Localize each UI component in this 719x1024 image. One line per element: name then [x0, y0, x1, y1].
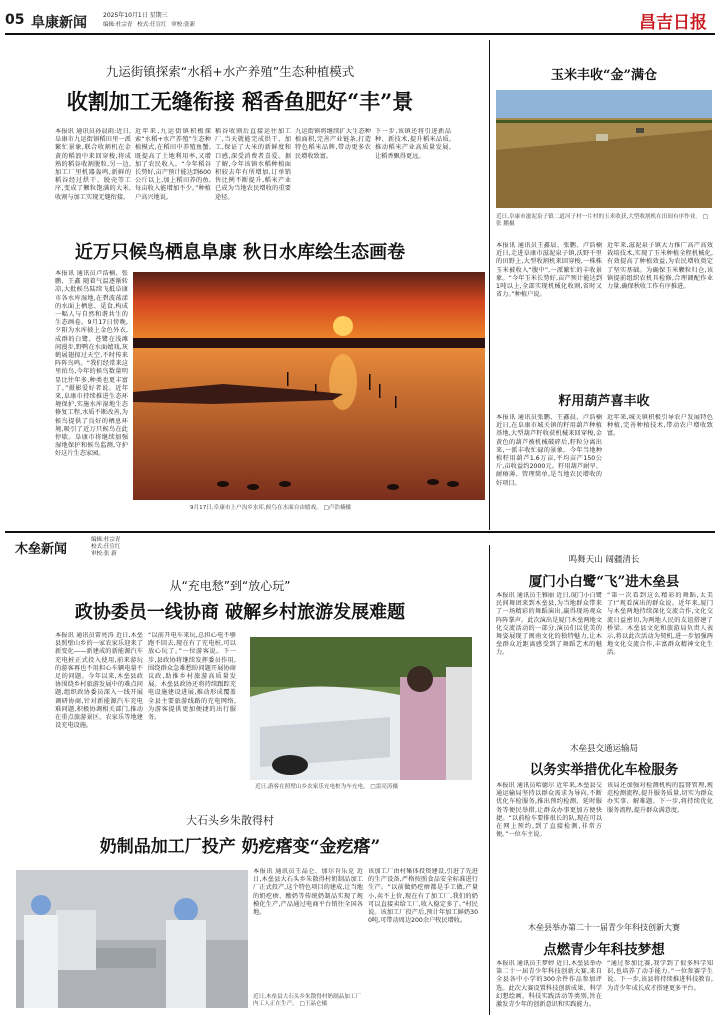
story3-para2: “今年玉米长势好,亩产预计能达到1吨以上,全部实现机械化收割,省时又省力。”种植户说。 — [496, 274, 602, 299]
m5-small-head: 木垒县举办第二十一届青少年科技创新大赛 — [528, 923, 680, 932]
story4-col2 — [607, 414, 713, 522]
m3-headline: 以务实举措优化车检服务 — [529, 762, 679, 778]
story1-col4 — [295, 128, 371, 232]
story2-caption: 9月17日,阜康市上户沟乡水库,候鸟在水面自由嬉戏。 □卢浩楠摄 — [190, 505, 352, 511]
col-divider — [489, 40, 490, 530]
dairy-factory-photo — [16, 870, 248, 1008]
m4-col2 — [368, 868, 478, 1008]
m1-para3: “以前开电车来玩,总担心电不够跑不回去,现在有了充电桩,可以放心玩了。”一位游客说。 — [148, 632, 236, 656]
story1-para6: 据了解,今年该镇水稻种植面积较去年有所增加,订单销售比例不断提升,稻米产业已成为当地农民增收的重要途径。 — [215, 152, 291, 201]
proof-credit: 校式:任宣红 — [137, 22, 167, 28]
m5-col2 — [607, 960, 713, 1018]
section-title: 阜康新闻 — [31, 15, 87, 31]
section2-editor: 编辑:杜宗青 — [91, 537, 121, 543]
story1-para1: 本报讯 通讯员孙晨雨:近日,阜康市九运街镇稻田里一派繁忙景象,联合收割机在金黄的稻浪中来回穿梭,将成熟的稻谷收割脱粒,另一边,加工厂里机器轰鸣,新鲜的稻谷经过烘干、脱壳等工序,变成了颗粒饱满的大米,收割与加工实现无缝衔接。 — [55, 128, 131, 201]
section2-top-rule — [5, 531, 715, 533]
review-credit: 审校:张新 — [171, 22, 196, 28]
section2-title: 木垒新闻 — [15, 542, 68, 557]
m5-para2: 此次大赛设置科技创新成果、科学幻想绘画、科技实践活动等类别,旨在激发青少年的创新意识和实践能力。 — [496, 984, 602, 1009]
story4-para3: 近年来,城关镇积极引导农户发展特色种植,完善种植技术,带动农户增收致富。 — [607, 414, 713, 438]
m4-para4: 该加工厂投产后,预计年加工鲜奶300吨,可带动周边200余户牧民增收。 — [368, 909, 478, 925]
m1-kicker: 从“充电愁”到“放心玩” — [169, 579, 291, 593]
page-header — [5, 6, 715, 32]
story4-para1: 本报讯 通讯员张鹏、王鑫晨、卢浩楠 近日,在阜康市城关镇的籽用葫芦种植基地,大型葫芦籽收获机械来回穿梭,金黄色的葫芦被机械破碎后,籽粒分离出来,一派丰收忙碌的景象。 — [496, 414, 602, 454]
story4-col1 — [496, 414, 602, 522]
m5-para3: “通过参加比赛,我学到了很多科学知识,也培养了动手能力。”一位参赛学生说。 — [607, 960, 713, 984]
m1-headline: 政协委员一线协商 破解乡村旅游发展难题 — [74, 602, 406, 623]
m4-headline: 奶制品加工厂投产 奶疙瘩变“金疙瘩” — [99, 837, 381, 857]
m1-para5: 木垒县政协还将持续跟踪充电设施建设进展,推动形成覆盖全县主要旅游线路的充电网络,为游客提供更加便捷的出行服务。 — [148, 681, 236, 722]
story2-para3: “我们经常来这里拍鸟,今年的候鸟数量明显比往年多,种类也更丰富了。”摄影爱好者说。 — [55, 360, 128, 392]
m1-caption: 近日,游客在照壁山乡农家乐充电桩为车充电。 □雷亮涛摄 — [255, 784, 399, 790]
story1-headline: 收割加工无缝衔接 稻香鱼肥好“丰”景 — [66, 89, 414, 114]
story3-para1: 本报讯 通讯员王鑫晨、张鹏、卢浩楠 近日,走进阜康市滋泥泉子镇,沃野千里的田野上,大型收割机来回穿梭,一株株玉米被收入“腹中”,一派繁忙的丰收景象。 — [496, 242, 602, 282]
m5-headline: 点燃青少年科技梦想 — [543, 942, 665, 958]
m2-headline: 厦门小白鹭“飞”进木垒县 — [528, 574, 680, 590]
m2-para1: 本报讯 通讯员王雅丽 近日,厦门小白鹭民间舞团来到木垒县,为当地群众带来了一场精彩的舞蹈演出,赢得现场观众阵阵掌声。 — [496, 592, 602, 624]
m1-para1: 本报讯 通讯员雷亮涛 近日,木垒县照壁山乡的一家农家乐迎来了新变化——新建成的新能源汽车充电桩正式投入使用,前来游玩的游客再也不用担心车辆电量不足的问题。 — [55, 632, 143, 681]
section2-review: 审校:张 新 — [91, 551, 117, 557]
story3-headline: 玉米丰收“金”满仓 — [551, 68, 657, 83]
m2-para4: 近年来,厦门与木垒两地持续深化交流合作,文化交流日益密切,为两地人民的友谊搭建了桥梁。 — [607, 600, 713, 632]
story1-para5: 九运街镇将继续扩大生态种植面积,完善产业链条,打造特色稻米品牌,带动更多农民增收致富。 — [295, 128, 371, 160]
m2-para3: “第一次看到这么精彩的舞蹈,太美了!”观看演出的群众说。 — [607, 592, 713, 608]
story1-para7: 下一步,该镇还将引进新品种、新技术,提升稻米品质,推动稻米产业高质量发展,让稻香飘得更远。 — [375, 128, 451, 160]
header-rule — [5, 33, 715, 35]
sunset-photo — [133, 272, 485, 500]
m1-col1 — [55, 632, 143, 780]
m2-col2 — [607, 592, 713, 722]
m3-para2: “以前检车要排很长的队,现在可以在网上预约,到了直接检测,非常方便。”一位车主说。 — [496, 814, 602, 839]
m2-para5: 木垒县文化和旅游局负责人表示,将以此次活动为契机,进一步加强两地文化交流合作,丰富群众精神文化生活。 — [607, 624, 713, 657]
m4-caption: 近日,木垒县大石头乡朱散得村奶制品加工厂内工人正在生产。 □王晶仑摄 — [253, 994, 362, 1008]
story2-para2: 9月17日傍晚,夕阳为水库披上金色外衣,成群的白鹭、苍鹭在浅滩间漫步,野鸭在水面嬉戏,灰鹤展翅掠过天空,不时传来阵阵鸟鸣。 — [55, 319, 128, 368]
m1-para2: 今年以来,木垒县政协围绕乡村旅游发展中的难点问题,组织政协委员深入一线开展调研协商,针对新能源汽车充电难问题,积极协调相关部门,推动在重点旅游景区、农家乐等地建设充电设施。 — [55, 673, 143, 730]
story3-col2 — [607, 242, 713, 392]
story2-para4: 近年来,阜康市持续推进生态环境保护,实施水库湿地生态修复工程,水质不断改善,为候鸟提供了良好的栖息环境,吸引了近万只候鸟在此停歇。 — [55, 384, 128, 442]
story3-col1 — [496, 242, 602, 392]
charging-photo — [250, 637, 472, 780]
m4-para1: 本报讯 通讯员王晶仑、加尔肯乐克 近日,木垒县大石头乡朱散得村奶制品加工厂正式投产,这个特色项目的建成,让当地的奶疙瘩、酸奶等传统奶制品实现了规模化生产,产品通过电商平台销往全国各地。 — [253, 868, 363, 917]
story4-headline: 籽用葫芦喜丰收 — [558, 394, 650, 409]
m3-para1: 本报讯 通讯员哈德尔 近年来,木垒县交通运输局坚持以群众需求为导向,不断优化车检服务,推出预约检测、延时服务等便民举措,让群众办事更加方便快捷。 — [496, 782, 602, 822]
story2-headline: 近万只候鸟栖息阜康 秋日水库绘生态画卷 — [74, 242, 406, 263]
m5-para1: 本报讯 通讯员王梦婷 近日,木垒县举办第二十一届青少年科技创新大赛,来自全县各中小学的300余件作品参加评选。 — [496, 960, 602, 992]
m4-para2: 该加工厂由村集体投资建设,引进了先进的生产设备,严格按照食品安全标准进行生产。 — [368, 868, 478, 892]
story1-col1 — [55, 128, 131, 232]
story1-kicker: 九运街镇探索“水稻+水产养殖”生态种植模式 — [105, 64, 355, 79]
m4-para3: “以前做奶疙瘩都是手工做,产量小,卖不上价,现在有了加工厂,我们的奶可以直接卖给工厂,收入稳定多了。”村民说。 — [368, 884, 478, 917]
m2-kicker: 鸣舞天山 阔疆清长 — [568, 555, 640, 565]
m2-para2: 此次演出是厦门木垒两地文化交流活动的一部分,演员们以优美的舞姿展现了闽南文化的独特魅力,让木垒群众近距离感受到了舞蹈艺术的魅力。 — [496, 616, 602, 657]
corn-field-photo — [496, 90, 712, 208]
m2-col1 — [496, 592, 602, 722]
page-number: 05 — [5, 12, 25, 28]
m3-col1 — [496, 782, 602, 918]
m5-para4: 下一步,该县将持续推进科技教育,为青少年成长成才搭建更多平台。 — [607, 976, 713, 992]
m3-col2 — [607, 782, 713, 918]
m3-para3: 该局还加强对检测机构的监督管理,规范检测流程,提升服务质量,切实为群众办实事、解难题。 — [607, 782, 713, 806]
story3-para3: 近年来,滋泥泉子镇大力推广高产高效栽培技术,实现了玉米种植全程机械化,有效提高了种植效益,为农民增收奠定了坚实基础。 — [607, 242, 713, 274]
story1-para2: 近年来,九运街镇积极探索“水稻+水产养殖”生态种植模式,在稻田中养殖鱼蟹,既提高了土地利用率,又增加了农民收入。 — [135, 128, 211, 168]
editor-credit: 编辑:杜宗青 — [103, 22, 133, 28]
story2-col1 — [55, 270, 128, 510]
story4-para2: 今年当地种植籽用葫芦1.6万亩,平均亩产150公斤,亩收益约2000元。籽用葫芦耐旱、耐瘠薄、管理简单,是当地农民增收的好项目。 — [496, 446, 602, 487]
m3-para4: 下一步,将持续优化服务流程,提升群众满意度。 — [607, 798, 713, 814]
story2-para5: 阜康市将继续加强湿地保护和候鸟监测,守护好这片生态家园。 — [55, 434, 128, 458]
right-divider-2 — [489, 545, 490, 1015]
story1-col3 — [215, 128, 291, 232]
story1-para3: “今年稻谷长势好,亩产预计能达到600公斤以上,加上稻田养的鱼,每亩收入能增加不少。”种植户高兴地说。 — [135, 160, 211, 201]
story1-col5 — [375, 128, 451, 232]
m4-col1 — [253, 868, 363, 1008]
m1-para4: 下一步,县政协将继续发挥委员作用,围绕群众急难愁盼问题开展协商议政,助推乡村旅游高质量发展。 — [148, 648, 236, 689]
m3-small-head: 木垒县交通运输局 — [569, 744, 638, 754]
issue-date: 2025年10月1日 星期三 — [103, 12, 168, 19]
m1-col2 — [148, 632, 236, 780]
story1-col2 — [135, 128, 211, 232]
m4-kicker: 大石头乡朱散得村 — [186, 814, 274, 827]
story3-caption: 近日,阜康市滋泥泉子镇二道河子村一片村的玉米收获,大型收割机在田间有序作业。 □张 鹏摄 — [496, 214, 708, 228]
m5-col1 — [496, 960, 602, 1018]
story1-para4: 稻谷收割后直接运往加工厂,当天就能完成烘干、加工,保证了大米的新鲜度和口感,深受消费者喜爱。 — [215, 128, 291, 160]
masthead: 昌吉日报 — [639, 13, 707, 33]
section2-proof: 校式:任宣红 — [91, 544, 121, 550]
story3-para4: 为确保玉米颗粒归仓,该镇提前组织农机具检修,合理调配作业力量,确保秋收工作有序推进。 — [607, 266, 713, 291]
story2-para1: 本报讯 通讯员卢浩楠、张鹏、王鑫 随着气温逐渐转凉,大批候鸟陆续飞抵阜康市各水库湿地,在碧波荡漾的水面上栖息、觅食,构成一幅人与自然和谐共生的生态画卷。 — [55, 270, 128, 327]
section2-header — [5, 536, 305, 558]
